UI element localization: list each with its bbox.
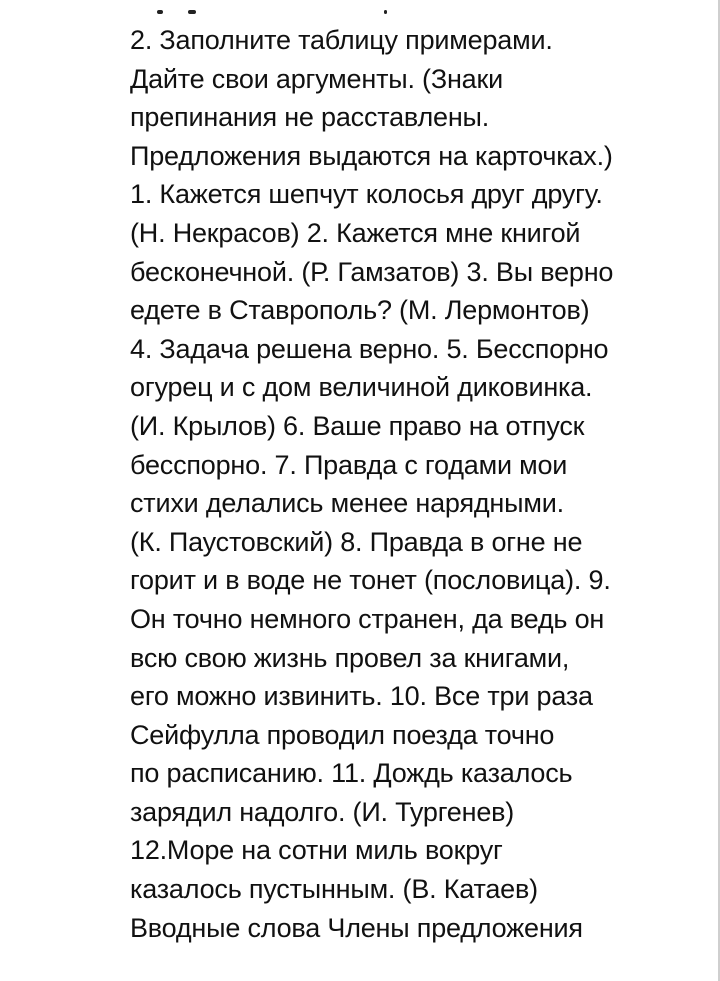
text-line: едете в Ставрополь? (М. Лермонтов) — [130, 295, 590, 326]
document-text — [130, 21, 700, 947]
text-fragment — [157, 10, 163, 14]
text-line: 12.Море на сотни миль вокруг — [130, 835, 503, 866]
text-line: казалось пустынным. (В. Катаев) — [130, 874, 538, 905]
text-line: Предложения выдаются на карточках.) — [130, 140, 613, 171]
text-line: Вводные слова Члены предложения — [130, 912, 583, 943]
text-line: по расписанию. 11. Дождь казалось — [130, 758, 573, 789]
text-line: 2. Заполните таблицу примерами. — [130, 25, 553, 55]
text-line: Дайте свои аргументы. (Знаки — [130, 63, 503, 94]
text-line: (И. Крылов) 6. Ваше право на отпуск — [130, 410, 585, 441]
text-line: стихи делались менее нарядными. — [130, 488, 564, 519]
text-line: бесконечной. (Р. Гамзатов) 3. Вы верно — [130, 256, 614, 287]
text-line: бесспорно. 7. Правда с годами мои — [130, 449, 568, 480]
text-line: препинания не расставлены. — [130, 102, 490, 133]
text-line: 1. Кажется шепчут колосья друг другу. — [130, 179, 603, 210]
cut-off-previous-line — [0, 0, 720, 18]
text-line: (Н. Некрасов) 2. Кажется мне книгой — [130, 217, 581, 248]
text-line: огурец и с дом величиной диковинка. — [130, 372, 593, 403]
text-line: всю свою жизнь провел за книгами, — [130, 642, 570, 673]
text-line: его можно извинить. 10. Все три раза — [130, 681, 593, 712]
text-line: горит и в воде не тонет (пословица). 9. — [130, 565, 611, 596]
text-line: Он точно немного странен, да ведь он — [130, 603, 605, 634]
text-line: Сейфулла проводил поезда точно — [130, 719, 555, 750]
text-fragment — [384, 10, 387, 14]
text-line: зарядил надолго. (И. Тургенев) — [130, 796, 515, 827]
text-line: 4. Задача решена верно. 5. Бесспорно — [130, 333, 609, 364]
text-fragment — [188, 10, 196, 14]
text-line: (К. Паустовский) 8. Правда в огне не — [130, 526, 583, 557]
